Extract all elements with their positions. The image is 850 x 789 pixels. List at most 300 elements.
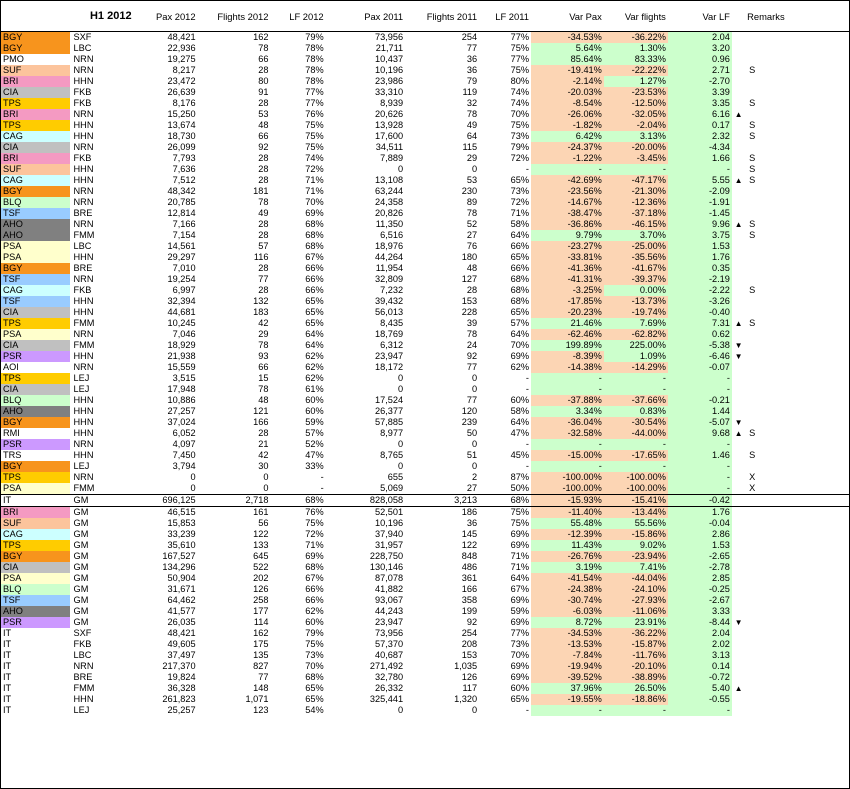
airport-code-cell[interactable]: BRI [0,109,70,120]
pax-2012-cell[interactable]: 20,785 [167,197,196,207]
lf-2011-cell[interactable]: 75% [510,43,529,53]
remark-cell[interactable] [745,351,849,362]
lf-2011-cell[interactable]: 60% [510,395,529,405]
destination-cell[interactable]: GM [73,617,89,627]
flights-2012-cell[interactable]: 522 [253,562,269,572]
table-row[interactable] [0,32,849,44]
flights-2012-cell[interactable]: 0 [263,472,269,482]
var-pax-cell[interactable]: -37.88% [531,395,604,406]
lf-2012-cell[interactable]: 68% [270,495,325,507]
trend-marker-cell[interactable] [732,483,745,495]
flights-2012-cell[interactable]: 28 [258,263,269,273]
pax-2012-cell[interactable]: 7,154 [172,230,196,240]
table-row[interactable] [0,109,849,120]
flights-2011-cell[interactable]: 230 [461,186,478,196]
flights-2012-cell[interactable]: 78 [258,340,269,350]
trend-marker-cell[interactable] [732,472,745,483]
pax-2012-cell[interactable]: 26,099 [167,142,196,152]
lf-2011-cell[interactable]: - [525,384,529,394]
col-header-varflights[interactable]: Var flights [604,1,668,32]
table-row[interactable] [0,384,849,395]
lf-2011-cell[interactable]: - [525,439,529,449]
pax-2011-cell[interactable]: 0 [398,705,404,715]
var-lf-cell[interactable]: - [668,461,732,472]
pax-2012-cell[interactable]: 167,527 [162,551,196,561]
trend-marker-cell[interactable] [732,65,745,76]
trend-marker-cell[interactable] [732,252,745,263]
var-pax-cell[interactable]: 5.64% [531,43,604,54]
airport-code-cell[interactable]: IT [3,683,12,693]
airport-code-cell[interactable]: CIA [0,562,70,573]
airport-code-cell[interactable]: PMO [3,54,24,64]
pax-2012-cell[interactable]: 26,639 [167,87,196,97]
trend-marker-cell[interactable] [732,606,745,617]
airport-code-cell[interactable]: SUF [0,518,70,529]
destination-cell[interactable]: FMM [73,230,95,240]
table-row[interactable] [0,98,849,109]
flights-2012-cell[interactable]: 28 [258,428,269,438]
lf-2012-cell[interactable]: 65% [305,694,324,704]
lf-2012-cell[interactable]: 68% [305,230,324,240]
lf-2011-cell[interactable]: 66% [510,241,529,251]
airport-code-cell[interactable]: IT [3,705,12,715]
flights-2011-cell[interactable]: 27 [466,483,478,493]
var-flights-cell[interactable]: -20.10% [604,661,668,672]
airport-code-cell[interactable]: TSF [0,274,70,285]
var-pax-cell[interactable]: 3.34% [531,406,604,417]
remark-cell[interactable] [745,650,849,661]
var-flights-cell[interactable]: -37.18% [604,208,668,219]
flights-2011-cell[interactable]: 32 [466,98,478,108]
pax-2011-cell[interactable]: 21,711 [375,43,404,53]
var-flights-cell[interactable]: -20.00% [604,142,668,153]
trend-marker-cell[interactable] [732,439,745,450]
lf-2012-cell[interactable]: 69% [305,208,324,218]
pax-2011-cell[interactable]: 10,437 [375,54,404,64]
table-row[interactable] [0,318,849,329]
destination-cell[interactable]: FKB [73,285,92,295]
flights-2012-cell[interactable]: 78 [258,384,269,394]
table-row[interactable] [0,562,849,573]
col-header-varlf[interactable]: Var LF [668,1,732,32]
airport-code-cell[interactable]: IT [3,672,12,682]
remark-cell[interactable] [745,208,849,219]
var-pax-cell[interactable]: -100.00% [531,483,604,495]
pax-2012-cell[interactable]: 3,515 [172,373,196,383]
lf-2012-cell[interactable]: 78% [305,43,324,53]
var-flights-cell[interactable]: -36.22% [604,32,668,44]
table-row[interactable] [0,241,849,252]
table-row[interactable] [0,351,849,362]
lf-2011-cell[interactable]: 64% [510,573,529,583]
pax-2012-cell[interactable]: 19,824 [167,672,196,682]
flights-2012-cell[interactable]: 92 [258,142,269,152]
var-lf-cell[interactable]: 9.96 [668,219,732,230]
lf-2011-cell[interactable]: 59% [510,606,529,616]
airport-code-cell[interactable]: CIA [0,384,70,395]
var-lf-cell[interactable]: - [668,439,732,450]
pax-2011-cell[interactable]: 20,626 [375,109,404,119]
var-flights-cell[interactable]: -17.65% [604,450,668,461]
pax-2011-cell[interactable]: 0 [398,164,404,174]
airport-code-cell[interactable]: TPS [0,318,70,329]
flights-2012-cell[interactable]: 258 [253,595,269,605]
flights-2012-cell[interactable]: 175 [253,639,269,649]
pax-2012-cell[interactable]: 10,245 [167,318,196,328]
pax-2011-cell[interactable]: 13,108 [375,175,404,185]
flights-2011-cell[interactable]: 28 [466,285,478,295]
flights-2012-cell[interactable]: 183 [253,307,269,317]
pax-2012-cell[interactable]: 10,886 [167,395,196,405]
lf-2011-cell[interactable]: 70% [510,340,529,350]
remark-cell[interactable] [745,54,849,65]
trend-marker-cell[interactable] [732,551,745,562]
pax-2011-cell[interactable]: 8,977 [380,428,404,438]
destination-cell[interactable]: FKB [73,639,92,649]
airport-code-cell[interactable]: BRI [0,153,70,164]
destination-cell[interactable]: NRN [73,439,94,449]
var-lf-cell[interactable]: -4.34 [668,142,732,153]
table-row[interactable] [0,175,849,186]
trend-marker-cell[interactable] [732,87,745,98]
lf-2012-cell[interactable]: 60% [305,617,324,627]
remark-cell[interactable] [745,296,849,307]
lf-2012-cell[interactable]: 67% [305,252,324,262]
var-flights-cell[interactable]: -36.22% [604,628,668,639]
remark-cell[interactable] [745,595,849,606]
lf-2011-cell[interactable]: 74% [510,87,529,97]
airport-code-cell[interactable]: PSA [0,483,70,495]
flights-2012-cell[interactable]: 123 [253,705,269,715]
remark-cell[interactable]: S [749,65,756,75]
pax-2012-cell[interactable]: 3,794 [172,461,196,471]
trend-marker-cell[interactable] [732,562,745,573]
trend-marker-cell[interactable]: ▲ [734,684,743,693]
var-flights-cell[interactable]: -19.74% [604,307,668,318]
flights-2012-cell[interactable]: 2,718 [198,495,271,507]
lf-2011-cell[interactable]: 75% [510,65,529,75]
var-flights-cell[interactable]: -11.06% [604,606,668,617]
pax-2012-cell[interactable]: 36,328 [167,683,196,693]
destination-cell[interactable]: BRE [73,208,93,218]
var-lf-cell[interactable]: 3.35 [668,98,732,109]
var-pax-cell[interactable]: -11.40% [531,507,604,519]
trend-marker-cell[interactable] [732,76,745,87]
var-flights-cell[interactable]: -41.67% [604,263,668,274]
var-flights-cell[interactable]: -38.89% [604,672,668,683]
var-lf-cell[interactable]: 0.96 [668,54,732,65]
pax-2012-cell[interactable]: 22,936 [167,43,196,53]
pax-2012-cell[interactable]: 19,275 [167,54,196,64]
airport-code-cell[interactable]: TPS [0,472,70,483]
lf-2011-cell[interactable]: 77% [510,54,529,64]
remark-cell[interactable] [745,562,849,573]
lf-2011-cell[interactable]: 68% [479,495,531,507]
var-flights-cell[interactable]: -11.76% [604,650,668,661]
pax-2012-cell[interactable]: 41,577 [167,606,196,616]
destination-cell[interactable]: GM [73,551,89,561]
table-row[interactable] [0,417,849,428]
var-flights-cell[interactable]: - [604,164,668,175]
remark-cell[interactable] [745,584,849,595]
airport-code-cell[interactable]: BLQ [0,197,70,208]
var-flights-cell[interactable]: -100.00% [604,472,668,483]
remark-cell[interactable] [745,384,849,395]
flights-2012-cell[interactable]: 28 [258,230,269,240]
destination-cell[interactable]: NRN [73,186,94,196]
pax-2012-cell[interactable]: 48,421 [167,628,196,638]
var-lf-cell[interactable]: 2.32 [668,131,732,142]
table-row[interactable] [0,705,849,716]
airport-code-cell[interactable]: IT [3,650,12,660]
var-pax-cell[interactable]: -36.04% [531,417,604,428]
flights-2011-cell[interactable]: 0 [471,439,478,449]
trend-marker-cell[interactable] [732,285,745,296]
col-header-pax2012[interactable]: Pax 2012 [134,1,198,32]
pax-2012-cell[interactable]: 8,217 [172,65,196,75]
table-row[interactable] [0,551,849,562]
pax-2011-cell[interactable]: 0 [398,373,404,383]
remark-cell[interactable] [745,417,849,428]
trend-marker-cell[interactable] [732,32,745,44]
var-pax-cell[interactable]: -1.22% [531,153,604,164]
var-lf-cell[interactable]: 3.33 [668,606,732,617]
var-lf-cell[interactable]: -2.09 [668,186,732,197]
flights-2011-cell[interactable]: 119 [462,87,478,97]
pax-2012-cell[interactable]: 7,046 [172,329,196,339]
pax-2011-cell[interactable]: 7,889 [380,153,404,163]
var-flights-cell[interactable]: -13.73% [604,296,668,307]
flights-2012-cell[interactable]: 66 [258,131,269,141]
pax-2011-cell[interactable]: 18,976 [375,241,404,251]
lf-2011-cell[interactable]: 65% [510,175,529,185]
var-pax-cell[interactable]: -33.81% [531,252,604,263]
lf-2011-cell[interactable]: 64% [510,230,529,240]
pax-2012-cell[interactable]: 6,052 [172,428,196,438]
var-lf-cell[interactable]: -0.40 [668,307,732,318]
var-flights-cell[interactable]: 3.13% [604,131,668,142]
lf-2012-cell[interactable]: 78% [305,76,324,86]
pax-2011-cell[interactable]: 828,058 [326,495,405,507]
remark-cell[interactable] [745,518,849,529]
airport-code-cell[interactable]: PSR [0,439,70,450]
pax-2012-cell[interactable]: 50,904 [167,573,196,583]
col-header-lf2011[interactable]: LF 2011 [479,1,531,32]
flights-2012-cell[interactable]: 166 [253,417,269,427]
lf-2012-cell[interactable]: - [320,483,324,493]
destination-cell[interactable]: LBC [73,43,92,53]
lf-2012-cell[interactable]: 79% [305,628,324,638]
destination-cell[interactable]: FMM [73,318,95,328]
pax-2012-cell[interactable]: 696,125 [134,495,198,507]
lf-2011-cell[interactable]: 73% [510,131,529,141]
trend-marker-cell[interactable] [732,131,745,142]
flights-2011-cell[interactable]: 50 [466,428,478,438]
lf-2012-cell[interactable]: 79% [305,32,324,42]
col-header-lf2012[interactable]: LF 2012 [270,1,325,32]
flights-2011-cell[interactable]: 117 [462,683,478,693]
lf-2012-cell[interactable]: 65% [305,318,324,328]
pax-2011-cell[interactable]: 57,885 [375,417,404,427]
flights-2012-cell[interactable]: 122 [253,529,269,539]
pax-2012-cell[interactable]: 0 [190,472,196,482]
trend-marker-cell[interactable]: ▲ [734,176,743,185]
airport-code-cell[interactable]: PSR [0,351,70,362]
var-lf-cell[interactable]: - [668,472,732,483]
lf-2012-cell[interactable]: - [320,472,324,482]
col-header-pax2011[interactable]: Pax 2011 [326,1,405,32]
table-row[interactable] [0,694,849,705]
pax-2012-cell[interactable]: 32,394 [167,296,196,306]
lf-2012-cell[interactable]: 68% [305,241,324,251]
trend-marker-cell[interactable] [732,197,745,208]
flights-2011-cell[interactable]: 36 [466,518,478,528]
destination-cell[interactable]: FKB [73,87,92,97]
lf-2011-cell[interactable]: - [525,373,529,383]
airport-code-cell[interactable]: TPS [0,98,70,109]
lf-2011-cell[interactable]: 64% [510,417,529,427]
var-lf-cell[interactable]: 2.85 [668,573,732,584]
lf-2011-cell[interactable]: 68% [510,296,529,306]
remark-cell[interactable]: S [749,120,756,130]
pax-2012-cell[interactable]: 64,462 [167,595,196,605]
pax-2012-cell[interactable]: 37,024 [167,417,196,427]
airport-code-cell[interactable]: PSA [0,252,70,263]
trend-marker-cell[interactable]: ▼ [734,341,743,350]
lf-2011-cell[interactable]: 65% [510,694,529,704]
flights-2011-cell[interactable]: 239 [461,417,478,427]
lf-2012-cell[interactable]: 75% [305,518,324,528]
trend-marker-cell[interactable] [732,406,745,417]
var-lf-cell[interactable]: -2.70 [668,76,732,87]
var-flights-cell[interactable]: -100.00% [604,483,668,495]
flights-2011-cell[interactable]: 122 [461,540,478,550]
lf-2012-cell[interactable]: 73% [305,650,324,660]
lf-2012-cell[interactable]: 60% [305,406,324,416]
pax-2012-cell[interactable]: 18,730 [167,131,196,141]
pax-2011-cell[interactable]: 44,243 [375,606,404,616]
trend-marker-cell[interactable] [732,573,745,584]
table-row[interactable] [0,595,849,606]
var-flights-cell[interactable]: - [604,461,668,472]
lf-2011-cell[interactable]: 69% [510,351,529,361]
pax-2011-cell[interactable]: 24,358 [375,197,404,207]
var-pax-cell[interactable]: -41.54% [531,573,604,584]
pax-2011-cell[interactable]: 0 [398,439,404,449]
lf-2011-cell[interactable]: 87% [510,472,529,482]
pax-2011-cell[interactable]: 23,947 [375,617,404,627]
var-lf-cell[interactable]: 1.76 [668,252,732,263]
remark-cell[interactable] [745,32,849,44]
flights-2011-cell[interactable]: 78 [466,329,478,339]
var-pax-cell[interactable]: -1.82% [531,120,604,131]
destination-cell[interactable]: NRN [73,65,94,75]
lf-2012-cell[interactable]: 65% [305,296,324,306]
flights-2011-cell[interactable]: 48 [466,263,478,273]
destination-cell[interactable]: NRN [73,329,94,339]
var-lf-cell[interactable]: -8.44 [668,617,732,628]
flights-2011-cell[interactable]: 127 [461,274,478,284]
table-row[interactable] [0,540,849,551]
var-pax-cell[interactable]: 6.42% [531,131,604,142]
table-row[interactable] [0,672,849,683]
lf-2012-cell[interactable]: 62% [305,351,324,361]
table-row[interactable] [0,450,849,461]
lf-2011-cell[interactable]: 65% [510,307,529,317]
var-lf-cell[interactable]: -6.46 [668,351,732,362]
table-row[interactable] [0,285,849,296]
var-pax-cell[interactable]: -34.53% [531,628,604,639]
lf-2012-cell[interactable]: 77% [305,87,324,97]
lf-2011-cell[interactable]: 70% [510,109,529,119]
var-flights-cell[interactable]: -46.15% [604,219,668,230]
lf-2012-cell[interactable]: 47% [305,450,324,460]
destination-cell[interactable]: FMM [73,340,95,350]
flights-2012-cell[interactable]: 161 [253,507,269,517]
destination-cell[interactable]: HHN [73,175,94,185]
flights-2011-cell[interactable]: 89 [466,197,478,207]
var-pax-cell[interactable]: 11.43% [531,540,604,551]
var-pax-cell[interactable]: -19.41% [531,65,604,76]
destination-cell[interactable]: HHN [73,351,94,361]
var-flights-cell[interactable]: -47.17% [604,175,668,186]
flights-2012-cell[interactable]: 202 [253,573,269,583]
flights-2011-cell[interactable]: 0 [471,164,478,174]
flights-2011-cell[interactable]: 153 [461,650,478,660]
flights-2012-cell[interactable]: 66 [258,362,269,372]
pax-2011-cell[interactable]: 0 [398,384,404,394]
var-lf-cell[interactable]: 0.14 [668,661,732,672]
pax-2012-cell[interactable]: 17,948 [167,384,196,394]
pax-2012-cell[interactable]: 7,010 [172,263,196,273]
lf-2012-cell[interactable]: 75% [305,639,324,649]
trend-marker-cell[interactable] [732,495,745,507]
lf-2011-cell[interactable]: 75% [510,507,529,517]
table-row[interactable] [0,428,849,439]
lf-2011-cell[interactable]: 65% [510,252,529,262]
var-flights-cell[interactable]: -24.10% [604,584,668,595]
destination-cell[interactable]: NRN [73,197,94,207]
destination-cell[interactable]: NRN [73,362,94,372]
airport-code-cell[interactable]: TSF [0,296,70,307]
lf-2011-cell[interactable]: 58% [510,219,529,229]
var-flights-cell[interactable]: -22.22% [604,65,668,76]
pax-2011-cell[interactable]: 0 [398,461,404,471]
flights-2011-cell[interactable]: 79 [466,76,478,86]
flights-2011-cell[interactable]: 0 [471,384,478,394]
flights-2012-cell[interactable]: 48 [258,120,269,130]
lf-2012-cell[interactable]: 61% [305,384,324,394]
flights-2012-cell[interactable]: 77 [258,274,269,284]
flights-2011-cell[interactable]: 36 [466,65,478,75]
pax-2012-cell[interactable]: 49,605 [167,639,196,649]
flights-2011-cell[interactable]: 92 [466,351,478,361]
var-pax-cell[interactable]: -13.53% [531,639,604,650]
flights-2012-cell[interactable]: 15 [258,373,269,383]
var-pax-cell[interactable]: -14.67% [531,197,604,208]
airport-code-cell[interactable]: PSA [0,573,70,584]
col-header-remarks[interactable]: Remarks [745,1,849,32]
trend-marker-cell[interactable] [732,518,745,529]
var-pax-cell[interactable]: -26.06% [531,109,604,120]
table-row[interactable] [0,153,849,164]
flights-2012-cell[interactable]: 121 [253,406,269,416]
flights-2011-cell[interactable]: 254 [461,628,478,638]
var-pax-cell[interactable]: - [531,439,604,450]
var-lf-cell[interactable]: 1.76 [668,507,732,519]
destination-cell[interactable]: NRN [73,142,94,152]
pax-2012-cell[interactable]: 31,671 [167,584,196,594]
